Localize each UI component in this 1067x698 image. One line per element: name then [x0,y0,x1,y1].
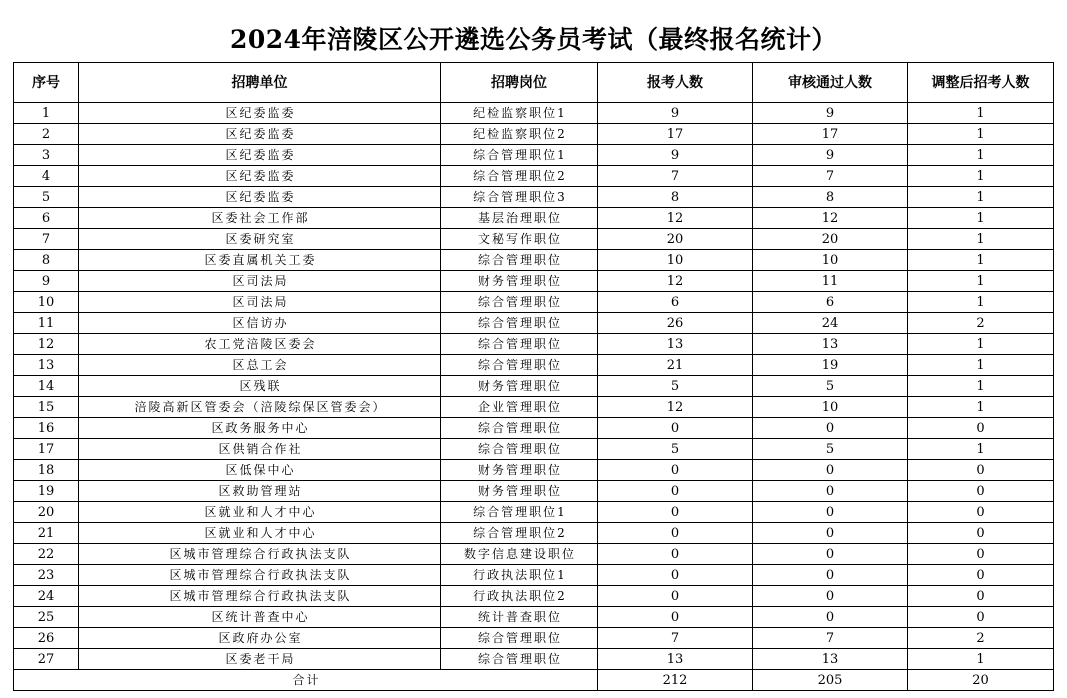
table-row [14,271,1054,292]
cell-approved: 0 [753,565,908,586]
table-row [14,607,1054,628]
cell-quota: 1 [908,271,1054,292]
cell-post: 综合管理职位1 [441,502,598,523]
cell-post: 财务管理职位 [441,376,598,397]
cell-approved: 0 [753,460,908,481]
cell-no: 12 [14,334,79,355]
cell-applicants: 12 [598,208,753,229]
table-row [14,544,1054,565]
table-row [14,292,1054,313]
cell-quota: 1 [908,439,1054,460]
cell-no: 10 [14,292,79,313]
cell-no: 4 [14,166,79,187]
cell-post: 综合管理职位 [441,439,598,460]
total-applicants: 212 [598,670,753,691]
cell-unit: 区供销合作社 [79,439,441,460]
cell-post: 数字信息建设职位 [441,544,598,565]
cell-quota: 0 [908,565,1054,586]
table-row [14,628,1054,649]
cell-no: 20 [14,502,79,523]
cell-applicants: 9 [598,103,753,124]
cell-applicants: 0 [598,607,753,628]
cell-no: 7 [14,229,79,250]
table-header [14,63,1054,103]
cell-quota: 1 [908,145,1054,166]
header-applicants: 报考人数 [598,63,753,103]
cell-quota: 1 [908,208,1054,229]
cell-no: 22 [14,544,79,565]
cell-unit: 区城市管理综合行政执法支队 [79,565,441,586]
cell-no: 16 [14,418,79,439]
cell-no: 2 [14,124,79,145]
cell-quota: 1 [908,397,1054,418]
cell-applicants: 10 [598,250,753,271]
cell-applicants: 21 [598,355,753,376]
cell-quota: 1 [908,229,1054,250]
table-row [14,481,1054,502]
cell-approved: 19 [753,355,908,376]
cell-approved: 5 [753,376,908,397]
cell-approved: 0 [753,418,908,439]
cell-quota: 0 [908,523,1054,544]
cell-post: 综合管理职位3 [441,187,598,208]
cell-unit: 区委社会工作部 [79,208,441,229]
cell-post: 综合管理职位 [441,628,598,649]
cell-quota: 1 [908,355,1054,376]
cell-applicants: 0 [598,418,753,439]
cell-approved: 0 [753,544,908,565]
header-row [14,63,1054,103]
cell-approved: 10 [753,250,908,271]
table-row [14,229,1054,250]
cell-quota: 0 [908,460,1054,481]
total-quota: 20 [908,670,1054,691]
cell-quota: 2 [908,628,1054,649]
cell-unit: 涪陵高新区管委会（涪陵综保区管委会） [79,397,441,418]
cell-approved: 20 [753,229,908,250]
cell-approved: 5 [753,439,908,460]
cell-no: 23 [14,565,79,586]
cell-quota: 0 [908,481,1054,502]
cell-applicants: 0 [598,523,753,544]
cell-unit: 区总工会 [79,355,441,376]
header-quota: 调整后招考人数 [908,63,1054,103]
cell-applicants: 17 [598,124,753,145]
total-label: 合计 [14,670,598,691]
table-row [14,166,1054,187]
cell-unit: 区纪委监委 [79,103,441,124]
cell-quota: 0 [908,418,1054,439]
cell-quota: 1 [908,334,1054,355]
cell-approved: 9 [753,145,908,166]
cell-approved: 12 [753,208,908,229]
cell-applicants: 12 [598,397,753,418]
cell-post: 财务管理职位 [441,460,598,481]
table-row [14,523,1054,544]
cell-no: 8 [14,250,79,271]
cell-no: 11 [14,313,79,334]
cell-post: 综合管理职位 [441,355,598,376]
cell-no: 27 [14,649,79,670]
cell-applicants: 5 [598,376,753,397]
cell-post: 综合管理职位 [441,334,598,355]
cell-approved: 6 [753,292,908,313]
table-row [14,460,1054,481]
cell-applicants: 5 [598,439,753,460]
cell-unit: 区残联 [79,376,441,397]
cell-unit: 区信访办 [79,313,441,334]
table-row [14,334,1054,355]
cell-unit: 区司法局 [79,271,441,292]
table-row [14,649,1054,670]
cell-no: 1 [14,103,79,124]
cell-post: 综合管理职位 [441,649,598,670]
cell-unit: 区政务服务中心 [79,418,441,439]
cell-no: 15 [14,397,79,418]
cell-quota: 1 [908,124,1054,145]
cell-quota: 1 [908,103,1054,124]
cell-no: 18 [14,460,79,481]
cell-unit: 区纪委监委 [79,166,441,187]
cell-quota: 0 [908,607,1054,628]
cell-no: 9 [14,271,79,292]
cell-applicants: 0 [598,481,753,502]
cell-post: 基层治理职位 [441,208,598,229]
header-unit: 招聘单位 [79,63,441,103]
cell-applicants: 0 [598,502,753,523]
cell-applicants: 20 [598,229,753,250]
cell-quota: 0 [908,502,1054,523]
cell-quota: 0 [908,544,1054,565]
cell-approved: 7 [753,628,908,649]
cell-unit: 区救助管理站 [79,481,441,502]
cell-no: 26 [14,628,79,649]
table-row [14,208,1054,229]
cell-unit: 区就业和人才中心 [79,502,441,523]
table-row [14,187,1054,208]
cell-no: 24 [14,586,79,607]
cell-post: 综合管理职位 [441,250,598,271]
table-row [14,145,1054,166]
cell-unit: 农工党涪陵区委会 [79,334,441,355]
cell-unit: 区城市管理综合行政执法支队 [79,544,441,565]
cell-approved: 0 [753,481,908,502]
cell-no: 6 [14,208,79,229]
cell-post: 行政执法职位2 [441,586,598,607]
cell-approved: 0 [753,502,908,523]
cell-post: 统计普查职位 [441,607,598,628]
cell-quota: 1 [908,187,1054,208]
cell-post: 综合管理职位 [441,292,598,313]
cell-post: 纪检监察职位1 [441,103,598,124]
cell-unit: 区纪委监委 [79,187,441,208]
header-approved: 审核通过人数 [753,63,908,103]
cell-applicants: 26 [598,313,753,334]
table-row [14,418,1054,439]
table-row [14,565,1054,586]
cell-no: 14 [14,376,79,397]
cell-applicants: 0 [598,586,753,607]
cell-applicants: 0 [598,460,753,481]
cell-quota: 1 [908,166,1054,187]
table-row [14,103,1054,124]
cell-no: 25 [14,607,79,628]
cell-unit: 区委直属机关工委 [79,250,441,271]
cell-quota: 0 [908,586,1054,607]
cell-approved: 9 [753,103,908,124]
cell-applicants: 0 [598,565,753,586]
cell-unit: 区城市管理综合行政执法支队 [79,586,441,607]
cell-quota: 1 [908,250,1054,271]
cell-unit: 区纪委监委 [79,124,441,145]
cell-post: 财务管理职位 [441,271,598,292]
cell-post: 行政执法职位1 [441,565,598,586]
table-row [14,502,1054,523]
cell-unit: 区纪委监委 [79,145,441,166]
table-row [14,586,1054,607]
cell-unit: 区低保中心 [79,460,441,481]
cell-post: 综合管理职位 [441,313,598,334]
total-approved: 205 [753,670,908,691]
table-row [14,397,1054,418]
cell-no: 5 [14,187,79,208]
cell-applicants: 8 [598,187,753,208]
cell-no: 19 [14,481,79,502]
cell-no: 17 [14,439,79,460]
cell-unit: 区司法局 [79,292,441,313]
cell-post: 综合管理职位 [441,418,598,439]
table-total [14,670,1054,691]
cell-approved: 13 [753,649,908,670]
cell-applicants: 0 [598,544,753,565]
cell-unit: 区就业和人才中心 [79,523,441,544]
table-row [14,439,1054,460]
cell-no: 3 [14,145,79,166]
cell-approved: 11 [753,271,908,292]
header-post: 招聘岗位 [441,63,598,103]
cell-unit: 区统计普查中心 [79,607,441,628]
cell-approved: 13 [753,334,908,355]
cell-approved: 0 [753,586,908,607]
cell-unit: 区委研究室 [79,229,441,250]
cell-post: 文秘写作职位 [441,229,598,250]
cell-no: 13 [14,355,79,376]
cell-applicants: 13 [598,334,753,355]
cell-quota: 1 [908,292,1054,313]
cell-unit: 区政府办公室 [79,628,441,649]
cell-quota: 1 [908,649,1054,670]
cell-approved: 8 [753,187,908,208]
cell-post: 综合管理职位1 [441,145,598,166]
cell-quota: 1 [908,376,1054,397]
table-row [14,250,1054,271]
cell-post: 纪检监察职位2 [441,124,598,145]
cell-unit: 区委老干局 [79,649,441,670]
cell-post: 综合管理职位2 [441,523,598,544]
cell-applicants: 7 [598,628,753,649]
cell-approved: 0 [753,607,908,628]
cell-post: 综合管理职位2 [441,166,598,187]
registration-table [13,62,1054,691]
cell-applicants: 7 [598,166,753,187]
table-row [14,124,1054,145]
cell-approved: 0 [753,523,908,544]
cell-approved: 24 [753,313,908,334]
cell-applicants: 9 [598,145,753,166]
cell-approved: 7 [753,166,908,187]
table-row [14,313,1054,334]
cell-applicants: 6 [598,292,753,313]
table-row [14,355,1054,376]
cell-post: 企业管理职位 [441,397,598,418]
table-row [14,376,1054,397]
cell-no: 21 [14,523,79,544]
header-no: 序号 [14,63,79,103]
cell-approved: 10 [753,397,908,418]
total-row [14,670,1054,691]
cell-applicants: 12 [598,271,753,292]
cell-approved: 17 [753,124,908,145]
page-title: 2024年涪陵区公开遴选公务员考试（最终报名统计） [229,25,838,54]
cell-quota: 2 [908,313,1054,334]
cell-applicants: 13 [598,649,753,670]
table-body [14,103,1054,670]
cell-post: 财务管理职位 [441,481,598,502]
